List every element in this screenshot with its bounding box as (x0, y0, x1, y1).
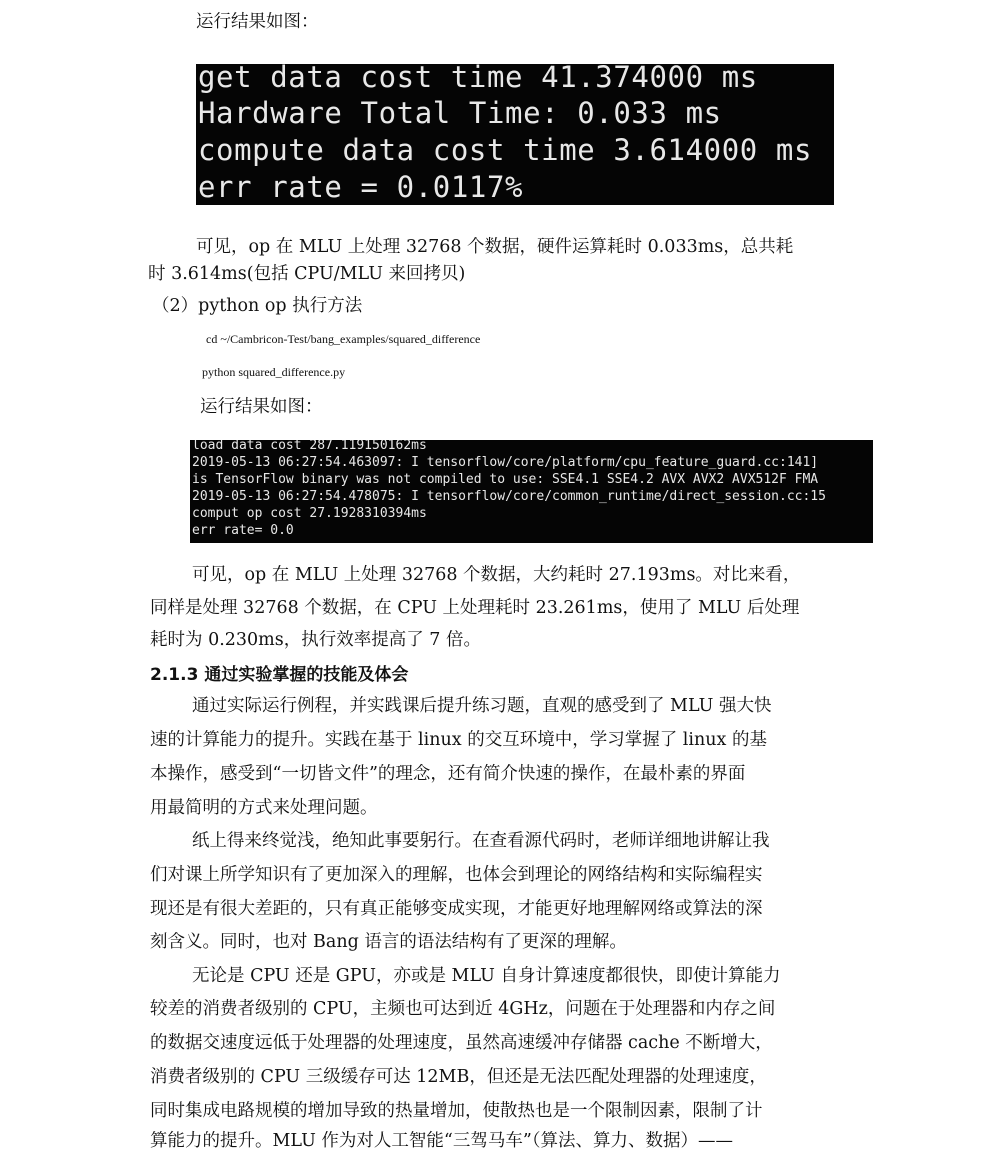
paragraph-line: 较差的消费者级别的 CPU，主频也可达到近 4GHz，问题在于处理器和内存之间 (150, 999, 776, 1019)
command-line: cd ~/Cambricon-Test/bang_examples/squared_difference (206, 332, 481, 346)
terminal-output-2 (190, 440, 873, 543)
terminal-line: compute data cost time 3.614000 ms (198, 133, 813, 167)
paragraph-line: 无论是 CPU 还是 GPU，亦或是 MLU 自身计算速度都很快，即使计算能力 (192, 966, 781, 986)
terminal-line: err rate = 0.0117% (198, 170, 524, 204)
paragraph-line: 时 3.614ms(包括 CPU/MLU 来回拷贝) (148, 264, 466, 284)
paragraph-line: 纸上得来终觉浅，绝知此事要躬行。在查看源代码时，老师详细地讲解让我 (192, 831, 770, 851)
paragraph-line: 刻含义。同时，也对 Bang 语言的语法结构有了更深的理解。 (150, 932, 627, 952)
terminal-line: load data cost 287.119150162ms (192, 440, 427, 453)
terminal-line: 2019-05-13 06:27:54.478075: I tensorflow/core/common_runtime/direct_session.cc:15 (192, 489, 826, 504)
paragraph-line: 现还是有很大差距的，只有真正能够变成实现，才能更好地理解网络或算法的深 (150, 899, 763, 919)
terminal-output-1 (196, 64, 834, 205)
terminal-line: comput op cost 27.1928310394ms (192, 506, 427, 521)
terminal-line: Hardware Total Time: 0.033 ms (198, 96, 722, 130)
subsection-title: （2）python op 执行方法 (152, 296, 363, 316)
paragraph-line: 可见，op 在 MLU 上处理 32768 个数据，硬件运算耗时 0.033ms，总共耗 (196, 237, 794, 257)
paragraph-line: 算能力的提升。MLU 作为对人工智能“三驾马车”（算法、算力、数据）—— (150, 1131, 734, 1151)
terminal-line: err rate= 0.0 (192, 523, 294, 538)
paragraph-line: 同时集成电路规模的增加导致的热量增加，使散热也是一个限制因素，限制了计 (150, 1101, 763, 1121)
result-label: 运行结果如图： (196, 12, 319, 32)
result-label: 运行结果如图： (200, 397, 323, 417)
paragraph-line: 用最简明的方式来处理问题。 (150, 798, 378, 818)
paragraph-line: 速的计算能力的提升。实践在基于 linux 的交互环境中，学习掌握了 linux 的基 (150, 730, 767, 750)
terminal-line: get data cost time 41.374000 ms (198, 64, 758, 94)
section-heading: 2.1.3 通过实验掌握的技能及体会 (150, 665, 409, 685)
paragraph-line: 同样是处理 32768 个数据，在 CPU 上处理耗时 23.261ms，使用了 MLU 后处理 (150, 598, 800, 618)
paragraph-line: 耗时为 0.230ms，执行效率提高了 7 倍。 (150, 630, 481, 650)
terminal-line: is TensorFlow binary was not compiled to use: SSE4.1 SSE4.2 AVX AVX2 AVX512F FMA (192, 472, 819, 487)
paragraph-line: 本操作，感受到“一切皆文件”的理念，还有简介快速的操作，在最朴素的界面 (150, 764, 746, 784)
paragraph-line: 的数据交速度远低于处理器的处理速度，虽然高速缓冲存储器 cache 不断增大， (150, 1033, 773, 1053)
paragraph-line: 通过实际运行例程，并实践课后提升练习题，直观的感受到了 MLU 强大快 (192, 696, 772, 716)
command-line: python squared_difference.py (202, 365, 346, 379)
paragraph-line: 消费者级别的 CPU 三级缓存可达 12MB，但还是无法匹配处理器的处理速度， (150, 1067, 767, 1087)
terminal-line: 2019-05-13 06:27:54.463097: I tensorflow/core/platform/cpu_feature_guard.cc:141] (192, 455, 819, 470)
paragraph-line: 们对课上所学知识有了更加深入的理解，也体会到理论的网络结构和实际编程实 (150, 865, 763, 885)
paragraph-line: 可见，op 在 MLU 上处理 32768 个数据，大约耗时 27.193ms。对比来看， (192, 565, 801, 585)
